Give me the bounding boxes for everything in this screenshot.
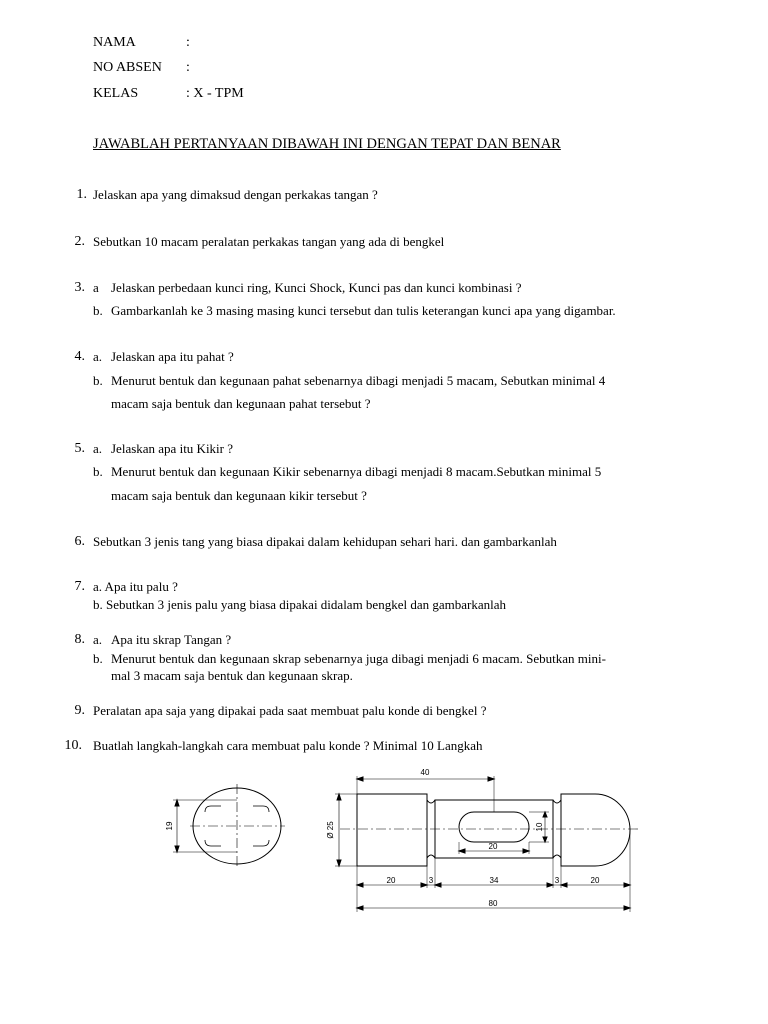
right-dome [561, 794, 630, 866]
sub-mark-a: a. [93, 632, 103, 647]
question-text-b-cont: macam saja bentuk dan kegunaan pahat tersebut ? [111, 396, 371, 411]
question-text: Jelaskan apa yang dimaksud dengan perkakas tangan ? [93, 187, 378, 202]
dim-20-slot-label: 20 [488, 842, 498, 851]
question-text-b: Menurut bentuk dan kegunaan skrap sebenarnya juga dibagi menjadi 6 macam. Sebutkan mini- [111, 651, 606, 666]
question-number: 8. [74, 632, 85, 647]
question-number: 1. [76, 187, 87, 202]
dim-34-label: 34 [489, 876, 499, 885]
question-text-b: Gambarkanlah ke 3 masing masing kunci tersebut dan tulis keterangan kunci apa yang digambar. [111, 303, 616, 318]
question-text-a: Jelaskan perbedaan kunci ring, Kunci Shock, Kunci pas dan kunci kombinasi ? [111, 280, 522, 295]
dim-25-label: Ø 25 [326, 821, 335, 839]
dim-10-label: 10 [535, 822, 544, 832]
sub-mark-a: a [93, 280, 99, 295]
question-number: 5. [74, 441, 85, 456]
dim-80-label: 80 [488, 899, 498, 908]
sub-mark-b: b. [93, 303, 103, 318]
question-number: 2. [74, 234, 85, 249]
absen-colon: : [186, 60, 190, 75]
question-text-a: Jelaskan apa itu Kikir ? [111, 441, 234, 456]
sub-mark-a: a. [93, 349, 103, 364]
question-text-b: b. Sebutkan 3 jenis palu yang biasa dipakai didalam bengkel dan gambarkanlah [93, 597, 506, 612]
question-text-a: Jelaskan apa itu pahat ? [111, 349, 234, 364]
question-text-b: Menurut bentuk dan kegunaan pahat sebenarnya dibagi menjadi 5 macam, Sebutkan minimal 4 [111, 373, 606, 388]
dim-20-left-label: 20 [386, 876, 396, 885]
question-text: Buatlah langkah-langkah cara membuat palu konde ? Minimal 10 Langkah [93, 738, 483, 753]
left-block [357, 794, 427, 866]
dim-20-right-label: 20 [590, 876, 600, 885]
question-text-a: Apa itu skrap Tangan ? [111, 632, 232, 647]
question-number: 4. [74, 349, 85, 364]
question-text-b: Menurut bentuk dan kegunaan Kikir sebenarnya dibagi menjadi 8 macam.Sebutkan minimal 5 [111, 464, 602, 479]
question-text-b-cont: mal 3 macam saja bentuk dan kegunaan skrap. [111, 668, 353, 683]
question-text-a: a. Apa itu palu ? [93, 579, 178, 594]
question-number: 6. [74, 534, 85, 549]
question-text: Sebutkan 10 macam peralatan perkakas tangan yang ada di bengkel [93, 234, 445, 249]
kelas-value: : X - TPM [186, 86, 244, 101]
question-text: Peralatan apa saja yang dipakai pada saat membuat palu konde di bengkel ? [93, 703, 487, 718]
question-number: 3. [74, 280, 85, 295]
instruction-title: JAWABLAH PERTANYAAN DIBAWAH INI DENGAN TEPAT DAN BENAR [93, 136, 561, 152]
sub-mark-b: b. [93, 373, 103, 388]
sub-mark-a: a. [93, 441, 103, 456]
dim-3-left-label: 3 [428, 876, 434, 885]
name-colon: : [186, 35, 190, 50]
slot [459, 812, 529, 842]
question-number: 10. [64, 738, 82, 753]
name-label: NAMA [93, 35, 136, 50]
question-text: Sebutkan 3 jenis tang yang biasa dipakai dalam kehidupan sehari hari. dan gambarkanlah [93, 534, 557, 549]
kelas-label: KELAS [93, 86, 139, 101]
dim-3-right-label: 3 [554, 876, 560, 885]
sub-mark-b: b. [93, 651, 103, 666]
sub-mark-b: b. [93, 464, 103, 479]
absen-label: NO ABSEN [93, 60, 162, 75]
question-number: 9. [74, 703, 85, 718]
dim-40-label: 40 [420, 768, 430, 777]
question-text-b-cont: macam saja bentuk dan kegunaan kikir tersebut ? [111, 488, 367, 503]
dim-19-label: 19 [165, 821, 174, 831]
question-number: 7. [74, 579, 85, 594]
